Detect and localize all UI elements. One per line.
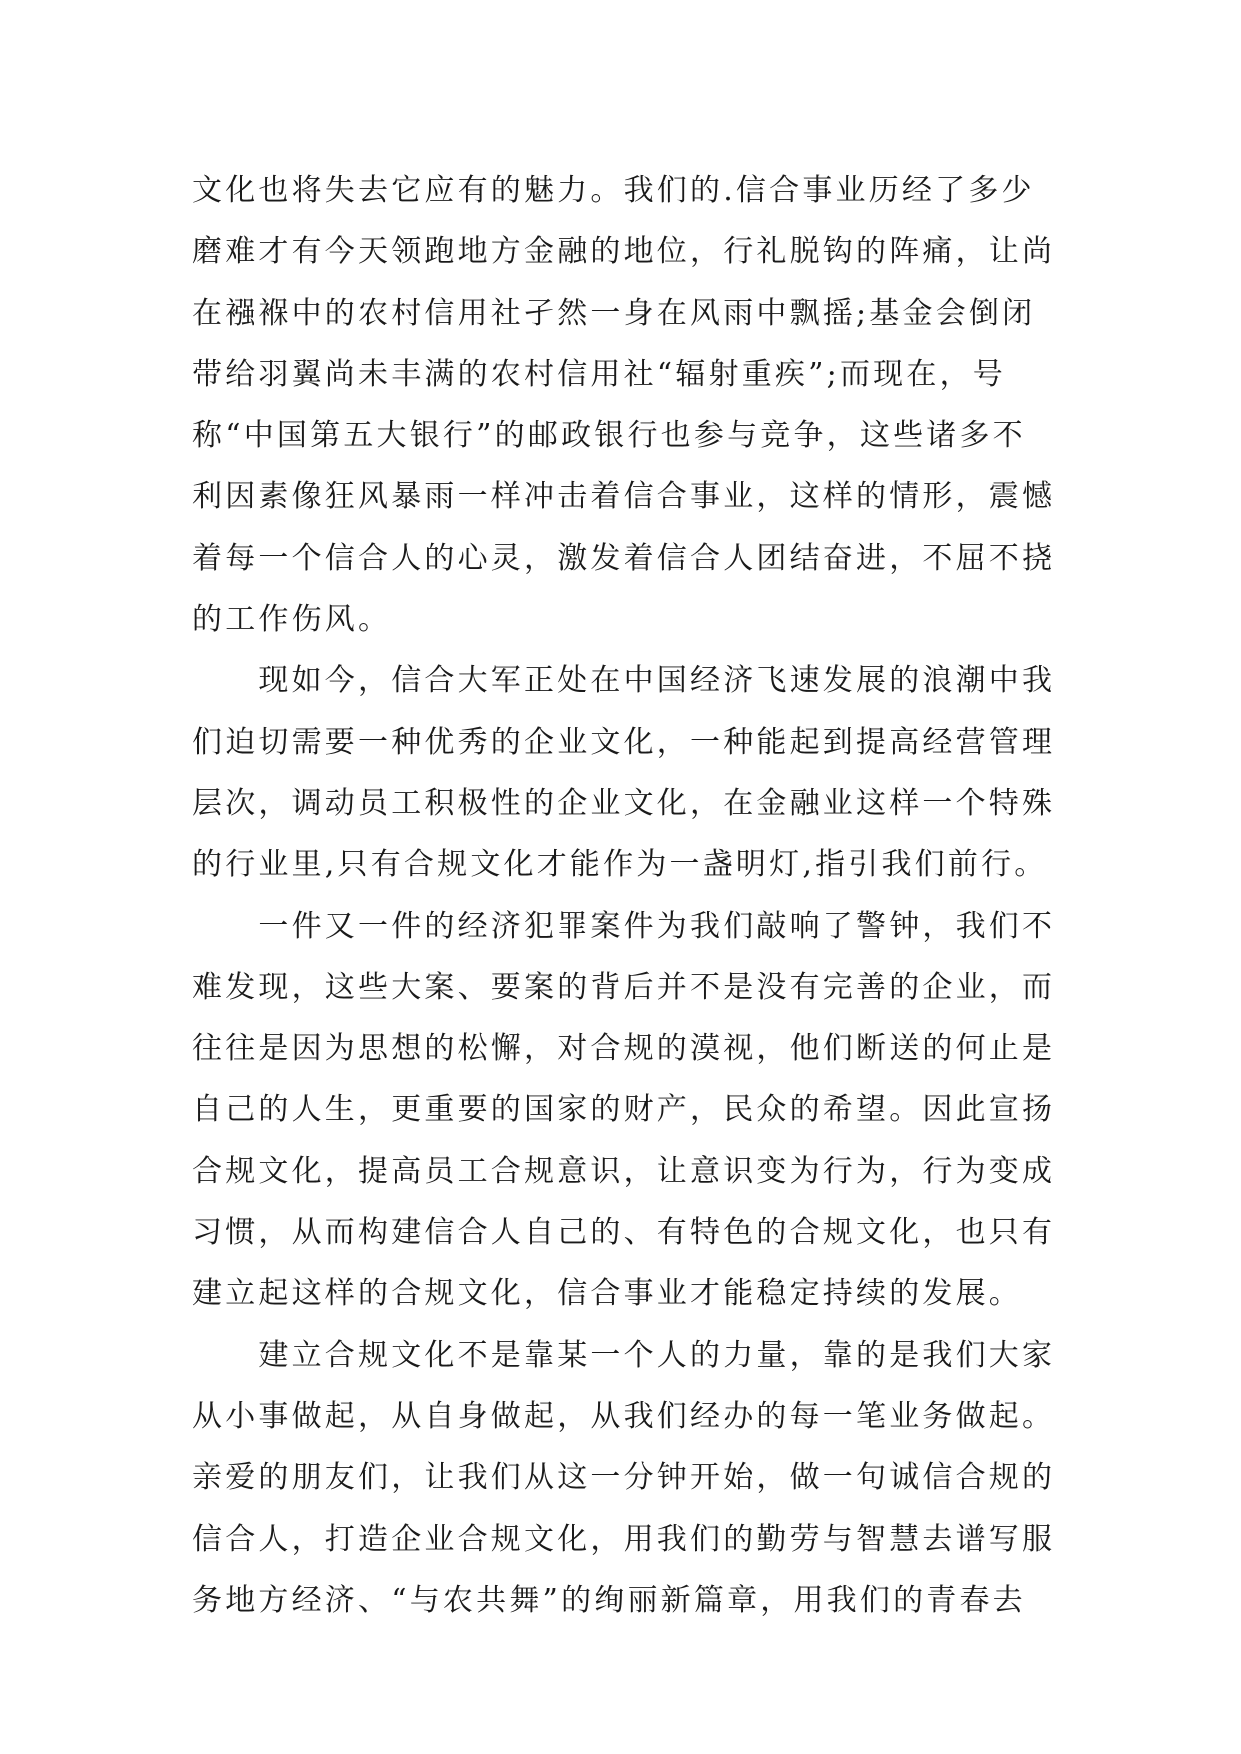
text-line: 习惯，从而构建信合人自己的、有特色的合规文化，也只有 [192, 1215, 1056, 1251]
text-line: 的行业里,只有合规文化才能作为一盏明灯,指引我们前行。 [192, 847, 1048, 883]
text-line: 层次，调动员工积极性的企业文化，在金融业这样一个特殊 [192, 785, 1056, 821]
text-line: 带给羽翼尚未丰满的农村信用社“辐射重疾”;而现在，号 [192, 356, 1006, 392]
text-line: 建立合规文化不是靠某一个人的力量，靠的是我们大家 [192, 1337, 1056, 1373]
text-line: 务地方经济、“与农共舞”的绚丽新篇章，用我们的青春去 [192, 1582, 1026, 1618]
text-line: 现如今，信合大军正处在中国经济飞速发展的浪潮中我 [192, 663, 1056, 699]
text-line: 往往是因为思想的松懈，对合规的漠视，他们断送的何止是 [192, 1031, 1056, 1067]
text-line: 们迫切需要一种优秀的企业文化，一种能起到提高经营管理 [192, 724, 1056, 760]
text-line: 称“中国第五大银行”的邮政银行也参与竞争，这些诸多不 [192, 418, 1026, 454]
text-line: 自己的人生，更重要的国家的财产，民众的希望。因此宣扬 [192, 1092, 1056, 1128]
text-line: 文化也将失去它应有的魅力。我们的.信合事业历经了多少 [192, 173, 1035, 208]
text-line: 从小事做起，从自身做起，从我们经办的每一笔业务做起。 [192, 1398, 1056, 1434]
text-line: 在襁褓中的农村信用社孑然一身在风雨中飘摇;基金会倒闭 [192, 295, 1036, 331]
text-line: 一件又一件的经济犯罪案件为我们敲响了警钟，我们不 [192, 908, 1056, 944]
text-line: 磨难才有今天领跑地方金融的地位，行礼脱钩的阵痛，让尚 [192, 234, 1056, 270]
text-line: 建立起这样的合规文化，信合事业才能稳定持续的发展。 [192, 1276, 1022, 1312]
text-line: 的工作伤风。 [192, 602, 392, 638]
text-line: 合规文化，提高员工合规意识，让意识变为行为，行为变成 [192, 1153, 1056, 1189]
text-line: 信合人，打造企业合规文化，用我们的勤劳与智慧去谱写服 [192, 1521, 1056, 1557]
text-line: 着每一个信合人的心灵，激发着信合人团结奋进，不屈不挠 [192, 540, 1056, 576]
text-line: 利因素像狂风暴雨一样冲击着信合事业，这样的情形，震憾 [192, 479, 1056, 515]
text-line: 亲爱的朋友们，让我们从这一分钟开始，做一句诚信合规的 [192, 1460, 1056, 1496]
document-body [192, 160, 1072, 1631]
text-line: 难发现，这些大案、要案的背后并不是没有完善的企业，而 [192, 969, 1056, 1005]
